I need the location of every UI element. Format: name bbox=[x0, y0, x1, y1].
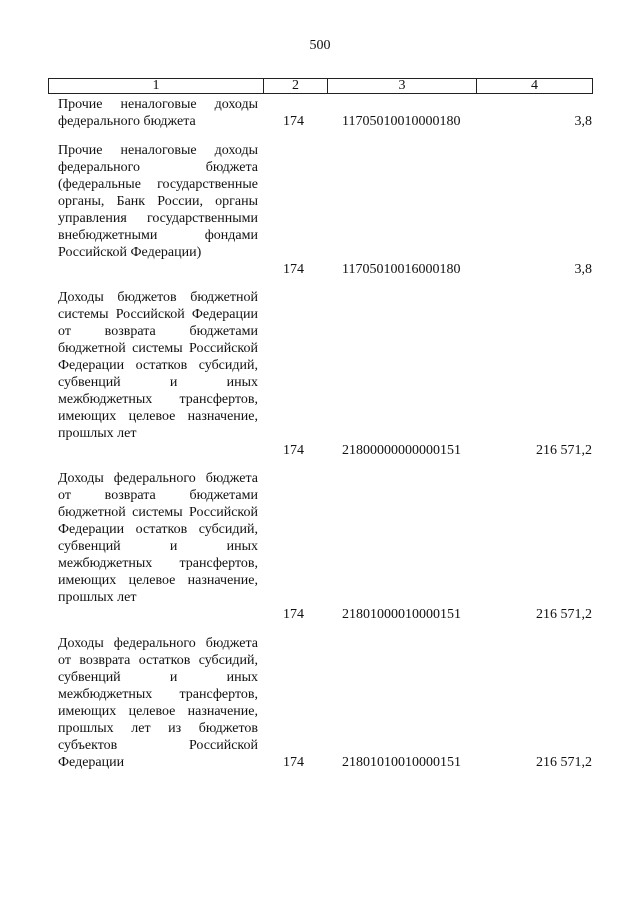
row-amount: 216 571,2 bbox=[536, 607, 592, 622]
header-col-3: 3 bbox=[328, 79, 477, 93]
row-amount: 216 571,2 bbox=[536, 443, 592, 458]
page-number: 500 bbox=[309, 38, 331, 53]
header-col-4: 4 bbox=[531, 78, 538, 93]
row-amount: 3,8 bbox=[574, 114, 592, 129]
row-description: Доходы федерального бюджета от возврата бюджетами бюджетной системы Российской Федерации остатков субсидий, субвенций и иных межбюджетных трансфертов, имеющих целевое назначение, прошлых лет bbox=[58, 471, 258, 605]
row-description: Прочие неналоговые доходы федерального бюджета bbox=[58, 97, 258, 129]
header-col-2: 2 bbox=[264, 79, 328, 93]
row-description: Прочие неналоговые доходы федерального бюджета (федеральные государственные органы, Банк России, органы управления государственными внебюджетными фондами Российской Федерации) bbox=[58, 143, 258, 260]
row-amount: 216 571,2 bbox=[536, 755, 592, 770]
header-col-1: 1 bbox=[49, 79, 264, 93]
row-admin-code: 174 bbox=[283, 114, 304, 129]
row-amount: 3,8 bbox=[574, 262, 592, 277]
table-header bbox=[48, 78, 593, 94]
row-budget-code: 21801000010000151 bbox=[342, 607, 461, 622]
row-admin-code: 174 bbox=[283, 443, 304, 458]
row-description: Доходы бюджетов бюджетной системы Российской Федерации от возврата бюджетами бюджетной системы Российской Федерации остатков субсидий, субвенций и иных межбюджетных трансфертов, имеющих целевое назначение, прошлых лет bbox=[58, 290, 258, 441]
row-budget-code: 21801010010000151 bbox=[342, 755, 461, 770]
row-admin-code: 174 bbox=[283, 262, 304, 277]
row-budget-code: 21800000000000151 bbox=[342, 443, 461, 458]
row-budget-code: 11705010016000180 bbox=[342, 262, 461, 277]
row-admin-code: 174 bbox=[283, 755, 304, 770]
row-description: Доходы федерального бюджета от возврата остатков субсидий, субвенций и иных межбюджетных трансфертов, имеющих целевое назначение, прошлых лет из бюджетов субъектов Российской Федерации bbox=[58, 636, 258, 770]
row-admin-code: 174 bbox=[283, 607, 304, 622]
row-budget-code: 11705010010000180 bbox=[342, 114, 461, 129]
